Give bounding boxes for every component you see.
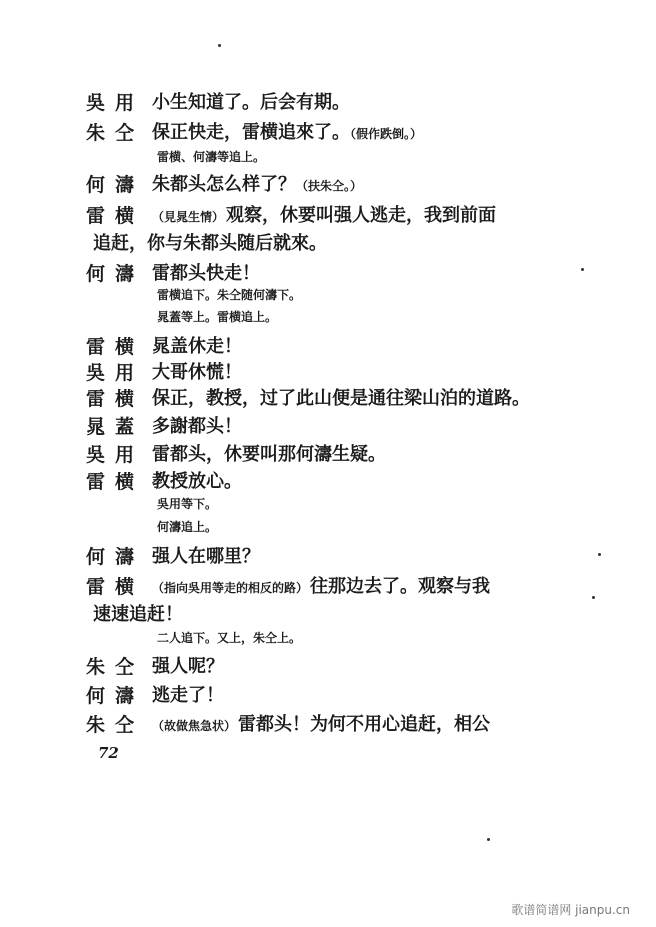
dialogue-text: 大哥休慌！ xyxy=(152,362,242,383)
scan-speck xyxy=(592,596,595,599)
scan-speck xyxy=(598,553,601,556)
dialogue-text: 多謝都头！ xyxy=(152,416,242,437)
dialogue-text: 强人呢？ xyxy=(152,656,224,677)
speaker-name: 朱仝 xyxy=(86,656,145,678)
spoken-text: 观察，休要叫强人逃走，我到前面 xyxy=(226,205,497,226)
dialogue-text: 强人在哪里？ xyxy=(152,546,260,567)
watermark: 歌谱简谱网 jianpu.cn xyxy=(511,903,630,917)
stage-direction: 二人追下。又上，朱仝上。 xyxy=(157,631,302,645)
speaker-name: 吳用 xyxy=(86,362,145,384)
spoken-text: 往那边去了。观察与我 xyxy=(310,576,491,597)
speaker-name: 何濤 xyxy=(86,546,145,568)
speaker-name: 雷横 xyxy=(86,336,145,358)
dialogue-text xyxy=(152,710,490,736)
stage-direction-inline: （扶朱仝。） xyxy=(296,179,363,193)
speaker-name: 何濤 xyxy=(86,685,145,707)
dialogue-text xyxy=(152,201,496,227)
stage-direction-inline: （故做焦急状） xyxy=(152,719,237,733)
scan-speck xyxy=(581,268,584,271)
dialogue-text: 雷都头，休要叫那何濤生疑。 xyxy=(152,444,386,465)
stage-direction-inline: （見晁生情） xyxy=(152,210,225,224)
dialogue-text xyxy=(152,170,364,196)
scan-speck xyxy=(218,44,221,47)
dialogue-text: 小生知道了。后会有期。 xyxy=(152,92,350,113)
page-number: 72 xyxy=(98,744,119,762)
scan-speck xyxy=(487,838,490,841)
dialogue-text: 速速追赶！ xyxy=(93,604,183,625)
speaker-name: 吳用 xyxy=(86,444,145,466)
dialogue-text: 教授放心。 xyxy=(152,471,242,492)
dialogue-text: 晁盖休走！ xyxy=(152,336,242,357)
speaker-name: 晁蓋 xyxy=(86,416,145,438)
spoken-text: 朱都头怎么样了？ xyxy=(152,174,296,195)
dialogue-text xyxy=(152,572,490,598)
speaker-name: 雷横 xyxy=(86,388,145,410)
stage-direction: 雷横、何濤等追上。 xyxy=(157,150,266,164)
speaker-name: 何濤 xyxy=(86,174,145,196)
stage-direction-inline: （指向吳用等走的相反的路） xyxy=(152,581,309,595)
stage-direction: 何濤追上。 xyxy=(157,520,218,534)
dialogue-text xyxy=(152,118,424,144)
dialogue-text: 保正，教授，过了此山便是通往梁山泊的道路。 xyxy=(152,388,530,409)
speaker-name: 吳用 xyxy=(86,92,145,114)
dialogue-text: 雷都头快走！ xyxy=(152,263,260,284)
stage-direction: 吳用等下。 xyxy=(157,497,218,511)
speaker-name: 何濤 xyxy=(86,263,145,285)
stage-direction: 晁蓋等上。雷横追上。 xyxy=(157,310,278,324)
speaker-name: 朱仝 xyxy=(86,714,145,736)
speaker-name: 雷横 xyxy=(86,471,145,493)
stage-direction-inline: （假作跌倒。） xyxy=(350,127,423,141)
speaker-name: 朱仝 xyxy=(86,122,145,144)
dialogue-text: 逃走了！ xyxy=(152,685,224,706)
speaker-name: 雷横 xyxy=(86,205,145,227)
speaker-name: 雷横 xyxy=(86,576,145,598)
stage-direction: 雷横追下。朱仝随何濤下。 xyxy=(157,288,302,302)
dialogue-text: 追赶，你与朱都头随后就來。 xyxy=(93,233,327,254)
spoken-text: 保正快走，雷横追來了。 xyxy=(152,122,350,143)
spoken-text: 雷都头！为何不用心追赶，相公 xyxy=(238,714,491,735)
